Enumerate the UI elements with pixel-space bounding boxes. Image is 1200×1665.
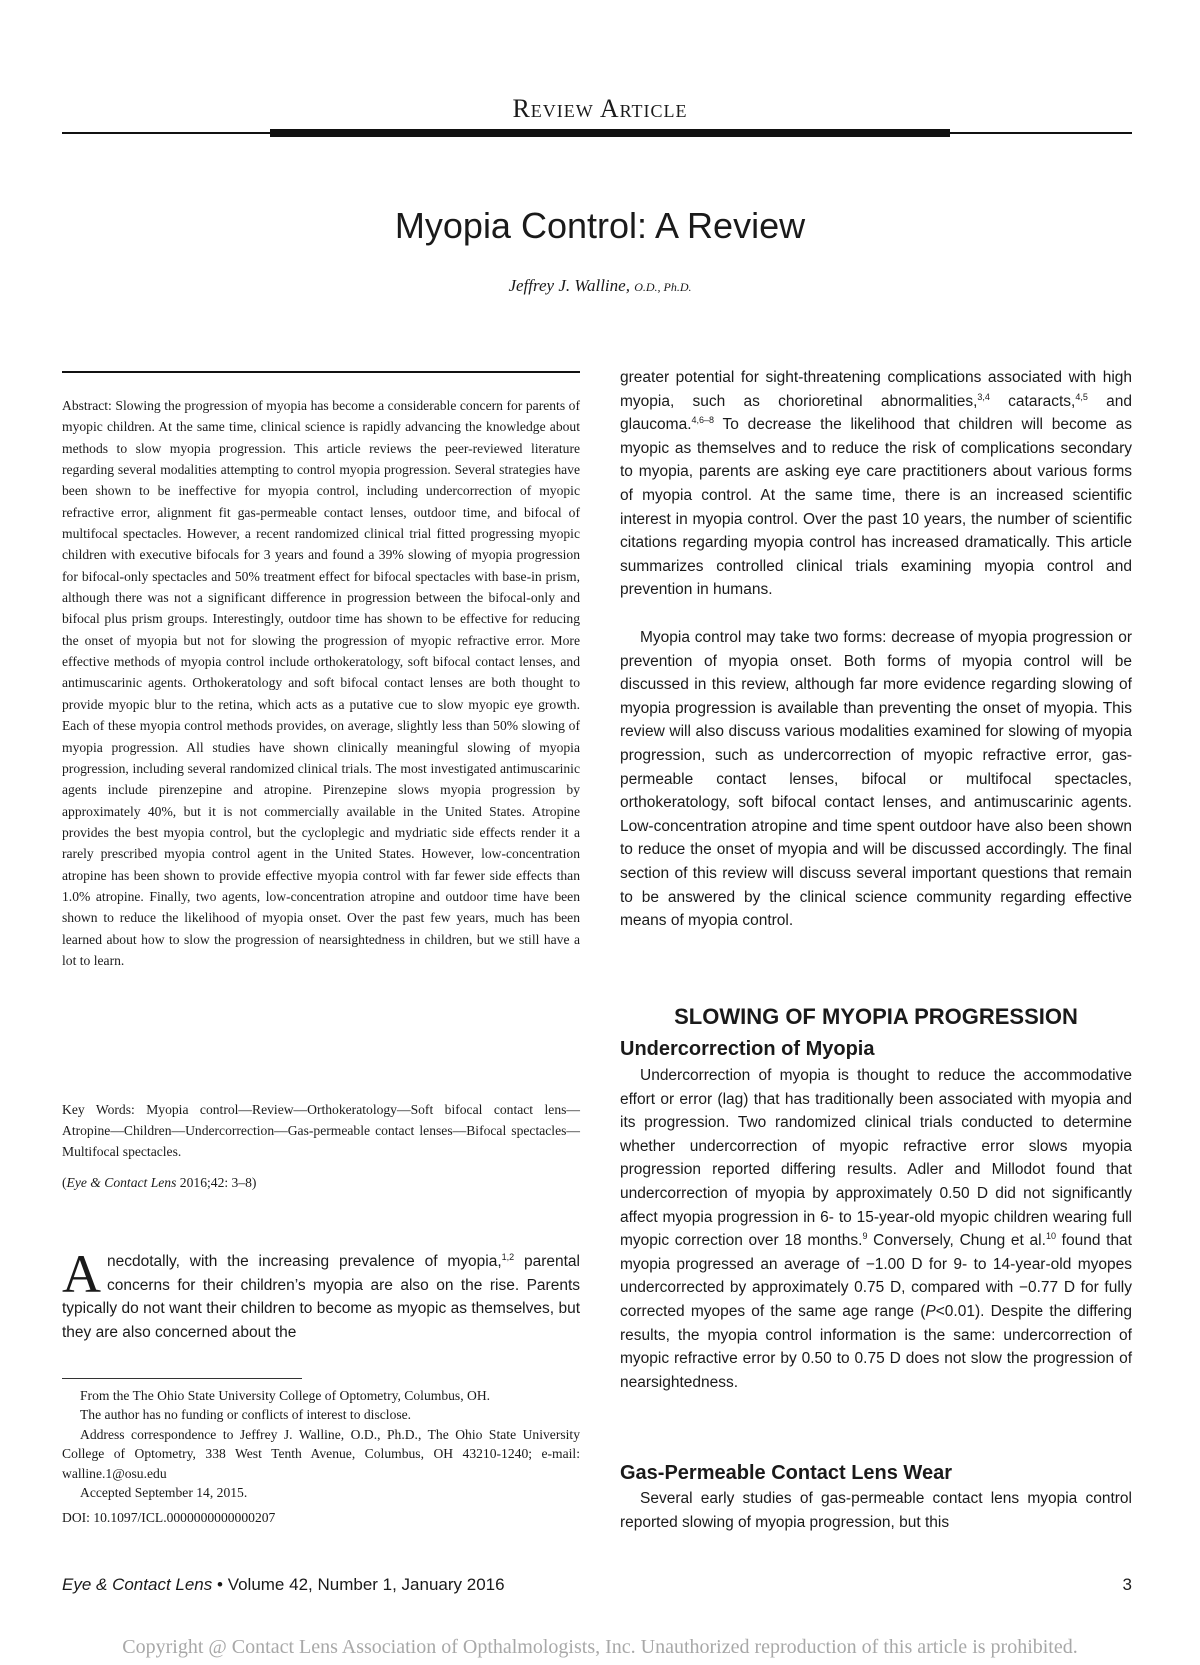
- footer-issue: Volume 42, Number 1, January 2016: [227, 1575, 505, 1594]
- keywords-label: Key Words:: [62, 1102, 135, 1117]
- paragraph-4: Several early studies of gas-permeable contact lens myopia control reported slowing of myopia progression, but this: [620, 1490, 1132, 1531]
- copyright-notice: Copyright @ Contact Lens Association of Opthalmologists, Inc. Unauthorized reproduction of this article is prohibited.: [122, 1636, 1078, 1658]
- abstract-text: Slowing the progression of myopia has become a considerable concern for parents of myopic children. At the same time, clinical science is rapidly advancing the knowledge about methods to slow myopia progression. This article reviews the peer-reviewed literature regarding several modalities attempting to control myopia progression. Several strategies have been shown to be ineffective for myopia control, including undercorrection of myopic refractive error, alignment fit gas-permeable contact lenses, outdoor time, and bifocal of multifocal spectacles. However, a recent randomized clinical trial fitted progressing myopic children with executive bifocals for 3 years and found a 39% slowing of myopia progression for bifocal-only spectacles and 50% treatment effect for bifocal spectacles with base-in prism, although there was not a significant difference in progression between the bifocal-only and bifocal plus prism groups. Interestingly, outdoor time has shown to be effective for reducing the onset of myopia but not for slowing the progression of myopic refractive error. More effective methods of myopia control include orthokeratology, soft bifocal contact lenses, and antimuscarinic agents. Orthokeratology and soft bifocal contact lenses are both thought to provide myopic blur to the retina, which acts as a putative cue to slow myopic eye growth. Each of these myopia control methods provides, on average, slightly less than 50% slowing of myopia progression. All studies have shown clinically meaningful slowing of myopia progression, including several randomized clinical trials. The most investigated antimuscarinic agents include pirenzepine and atropine. Pirenzepine slows myopia progression by approximately 40%, but it is not commercially available in the United States. Atropine provides the best myopia control, but the cycloplegic and mydriatic side effects render it a rarely prescribed myopia control agent in the United States. However, low-concentration atropine has been shown to provide effective myopia control with far fewer side effects than 1.0% atropine. Finally, two agents, low-concentration atropine and outdoor time have been shown to reduce the likelihood of myopia onset. Over the past few years, much has been learned about how to slow the progression of nearsightedness in children, but we still have a lot to learn.: [62, 398, 580, 968]
- subsection-heading-gas-permeable: Gas-Permeable Contact Lens Wear: [620, 1462, 952, 1484]
- abstract: [62, 395, 580, 971]
- footnotes: [62, 1386, 580, 1528]
- footer-journal-name: Eye & Contact Lens: [62, 1575, 213, 1594]
- header-rule-thick: [270, 129, 950, 137]
- article-title: Myopia Control: A Review: [394, 205, 806, 246]
- footer-journal-info: [62, 1575, 505, 1595]
- ref-sup: 3,4: [977, 391, 990, 402]
- page-number: 3: [1122, 1575, 1132, 1594]
- paragraph-2: Myopia control may take two forms: decrease of myopia progression or prevention of myopia onset. Both forms of myopia control will be discussed in this review, although far more evidence regarding slowing of myopia progression is available than preventing the onset of myopia. This review will also discuss various modalities examined for slowing of myopia progression, such as undercorrection of myopic refractive error, gas-permeable contact lenses, bifocal or multifocal spectacles, orthokeratology, soft bifocal contact lenses, and antimuscarinic agents. Low-concentration atropine and time spent outdoor have also been shown to reduce the onset of myopia and will be discussed accordingly. The final section of this review will discuss several important questions that remain to be answered by the clinical science community regarding effective means of myopia control.: [620, 629, 1132, 930]
- p1-text-c: and glaucoma.: [620, 392, 1133, 434]
- intro-paragraph: [62, 1244, 580, 1344]
- p3-text-a: Undercorrection of myopia is thought to reduce the accommodative effort or error (lag) that has traditionally been associated with myopia and its progression. Two randomized clinical trials conducted to determine whether undercorrection of myopic refractive error slows myopia progression reported differing results. Adler and Millodot found that undercorrection of myopia by approximately 0.50 D did not significantly affect myopia progression in 6- to 15-year-old myopic children wearing full myopic correction over 18 months.: [620, 1067, 1132, 1250]
- footer-bullet: •: [217, 1575, 223, 1594]
- p1-text-d: To decrease the likelihood that children will become as myopic as themselves and to reduce the risk of complications secondary to myopia, parents are asking eye care practitioners about various forms of myopia control. At the same time, there is an increased scientific interest in myopia control. Over the past 10 years, the number of scientific citations regarding myopia control has increased dramatically. This article summarizes controlled clinical trials examining myopia control and prevention in humans.: [620, 416, 1132, 599]
- p3-text-d: <0.01). Despite the differing results, the myopia control information is the same: undercorrection of myopic refractive error by 0.50 to 0.75 D does not slow the progression of nearsightedness.: [620, 1302, 1132, 1391]
- paragraph-3: [620, 1064, 1132, 1394]
- footnote-doi: DOI: 10.1097/ICL.0000000000000207: [62, 1510, 276, 1526]
- citation: [62, 1175, 580, 1191]
- author-name: Jeffrey J. Walline,: [508, 276, 630, 295]
- abstract-label: Abstract:: [62, 398, 112, 413]
- paragraph-1: [620, 366, 1132, 602]
- footnote-rule: [62, 1378, 302, 1379]
- intro-text-a: necdotally, with the increasing prevalence of myopia,: [107, 1253, 502, 1270]
- author-credentials: O.D., Ph.D.: [634, 280, 692, 294]
- citation-journal: Eye & Contact Lens: [66, 1175, 177, 1190]
- abstract-rule: [62, 371, 580, 373]
- p1-text-b: cataracts,: [989, 392, 1076, 410]
- footnote-address: Address correspondence to Jeffrey J. Walline, O.D., Ph.D., The Ohio State University College of Optometry, 338 West Tenth Avenue, Columbus, OH 43210-1240; e-mail: walline.1@osu.edu: [62, 1426, 580, 1481]
- citation-open: (: [62, 1175, 67, 1190]
- intro-text-b: parental concerns for their children’s myopia are also on the rise. Parents typically do not want their children to become as myopic as themselves, but they are also concerned about the: [62, 1253, 580, 1341]
- footnote-accepted: Accepted September 14, 2015.: [80, 1485, 248, 1501]
- ref-sup: 9: [862, 1231, 868, 1241]
- subsection-heading-undercorrection: Undercorrection of Myopia: [620, 1038, 875, 1060]
- keywords: [62, 1099, 580, 1162]
- p3-text-b: Conversely, Chung et al.: [867, 1232, 1046, 1250]
- ref-sup: 10: [1045, 1231, 1056, 1241]
- drop-cap: A: [62, 1244, 101, 1304]
- ref-sup: 1,2: [501, 1251, 515, 1262]
- author-line: [0, 276, 1200, 296]
- p1-text-a: greater potential for sight-threatening complications associated with high myopia, such as chorioretinal abnormalities,: [620, 369, 1132, 410]
- keywords-text: Myopia control—Review—Orthokeratology—Soft bifocal contact lens—Atropine—Children—Undercorrection—Gas-permeable contact lenses—Bifocal spectacles—Multifocal spectacles.: [62, 1102, 580, 1159]
- ref-sup: 4,5: [1075, 391, 1088, 402]
- p3-text-c: found that myopia progressed an average of −1.00 D for 9- to 14-year-old myopes undercorrected by approximately 0.75 D, compared with −0.77 D for fully corrected myopes of the same age range (: [620, 1232, 1132, 1320]
- section-heading: SLOWING OF MYOPIA PROGRESSION: [674, 1004, 1078, 1029]
- footnote-funding: The author has no funding or conflicts of interest to disclose.: [80, 1407, 412, 1423]
- ref-sup: 4,6–8: [691, 415, 715, 426]
- citation-details: 2016;42: 3–8): [176, 1175, 257, 1190]
- footnote-affiliation: From the The Ohio State University College of Optometry, Columbus, OH.: [80, 1388, 491, 1403]
- p-value-symbol: P: [925, 1302, 936, 1320]
- section-label: Review Article: [512, 94, 688, 123]
